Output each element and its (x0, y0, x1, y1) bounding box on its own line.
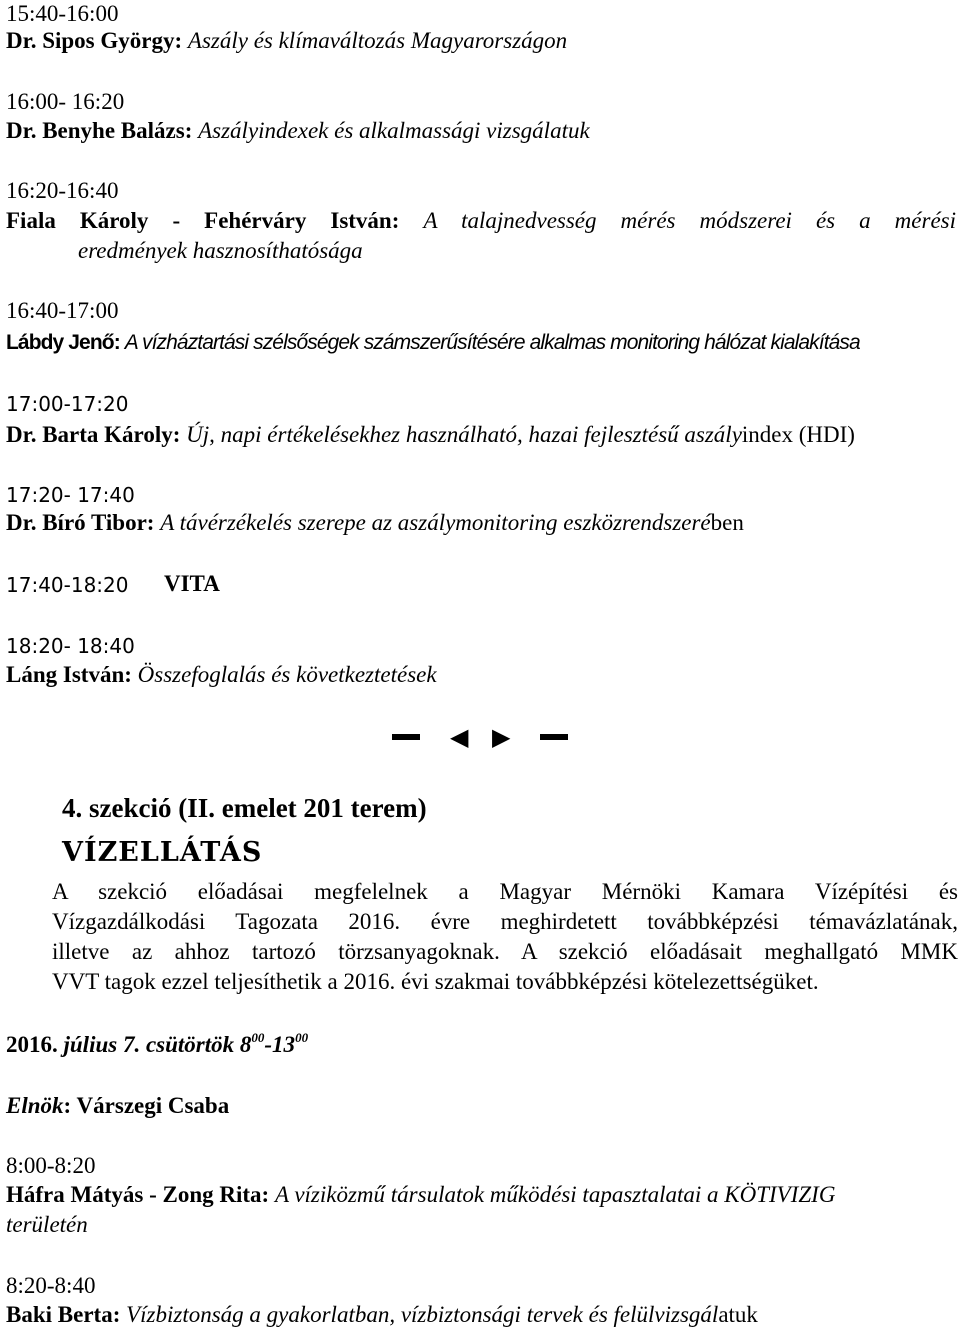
talk-title: Aszály és klímaváltozás Magyarországon (187, 28, 568, 53)
talk-title: Összefoglalás és következtetések (137, 662, 437, 687)
talk-title: A távérzékelés szerepe az aszálymonitoring eszközrendszeré (160, 510, 711, 535)
date-year: 2016. (6, 1032, 58, 1057)
last-page-button[interactable] (540, 734, 568, 740)
section-description-line: Vízgazdálkodási Tagozata 2016. évre meghirdetett továbbképzési témavázlatának, (52, 909, 958, 934)
speaker: Dr. Sipos György: (6, 28, 183, 53)
speaker: Háfra Mátyás - Zong Rita: (6, 1182, 270, 1207)
program-entry (6, 1181, 835, 1209)
talk-title: A talajnedvesség mérés módszerei és a mérési (423, 208, 957, 233)
program-entry (6, 27, 567, 55)
session-date (6, 1031, 308, 1059)
program-entry (6, 421, 855, 449)
section-description-line: VVT tagok ezzel teljesíthetik a 2016. évi szakmai továbbképzési kötelezettségüket. (52, 969, 819, 994)
time-slot: 8:20-8:40 (6, 1273, 96, 1298)
chair-name: Várszegi Csaba (76, 1093, 230, 1118)
talk-title: A víziközmű társulatok működési tapasztalatai a KÖTIVIZIG (274, 1182, 836, 1207)
talk-title-tail: ben (710, 510, 744, 535)
chair-label: Elnök (6, 1093, 64, 1118)
speaker: Dr. Benyhe Balázs: (6, 118, 193, 143)
time-slot: 16:20-16:40 (6, 178, 119, 203)
section-heading: 4. szekció (II. emelet 201 terem) (62, 793, 427, 823)
time-slot: 17:20- 17:40 (6, 483, 135, 507)
program-entry (6, 117, 590, 145)
time-slot: 17:40-18:20 (6, 573, 129, 597)
time-slot: 17:00-17:20 (6, 392, 129, 416)
speaker: Lábdy Jenő: (6, 331, 120, 354)
program-entry (6, 661, 437, 689)
time-slot: 18:20- 18:40 (6, 634, 135, 658)
time-slot: 16:00- 16:20 (6, 89, 125, 114)
talk-title: Vízbiztonság a gyakorlatban, vízbiztonsági tervek és felülvizsgál (126, 1302, 719, 1327)
time-slot: 15:40-16:00 (6, 1, 119, 26)
program-entry (6, 329, 860, 357)
talk-title-continued: eredmények hasznosíthatósága (78, 238, 363, 263)
program-entry (6, 207, 956, 235)
talk-title-tail: index (HDI) (741, 422, 855, 447)
page-navigation (392, 722, 572, 752)
talk-title: A vízháztartási szélsőségek számszerűsítésére alkalmas monitoring hálózat kialakítása (124, 331, 860, 354)
time-slot: 8:00-8:20 (6, 1153, 96, 1178)
section-description-line: illetve az ahhoz tartozó törzsanyagoknak. A szekció előadásait meghallgató MMK (52, 939, 958, 964)
section-description-line: A szekció előadásai megfelelnek a Magyar Mérnöki Kamara Vízépítési és (52, 879, 958, 904)
speaker: Láng István: (6, 662, 132, 687)
triangle-left-icon[interactable]: ◀ (450, 723, 469, 751)
talk-title-tail: atuk (718, 1302, 758, 1327)
session-chair: Elnök: Várszegi Csaba (6, 1093, 230, 1118)
talk-title-continued: területén (6, 1212, 88, 1237)
section-title: VÍZELLÁTÁS (62, 837, 263, 868)
discussion-label: VITA (164, 571, 220, 596)
speaker: Dr. Bíró Tibor: (6, 510, 155, 535)
program-entry (6, 1301, 758, 1329)
talk-title: Aszályindexek és alkalmassági vizsgálatuk (198, 118, 590, 143)
program-entry (6, 509, 744, 537)
speaker: Fiala Károly - Fehérváry István: (6, 208, 400, 233)
speaker: Dr. Barta Károly: (6, 422, 181, 447)
time-slot: 16:40-17:00 (6, 298, 119, 323)
speaker: Baki Berta: (6, 1302, 121, 1327)
talk-title: Új, napi értékelésekhez használható, hazai fejlesztésű aszály (186, 422, 742, 447)
first-page-button[interactable] (392, 734, 420, 740)
triangle-right-icon[interactable]: ▶ (492, 723, 511, 751)
date-day: július 7. csütörtök $8^{00}-13^{00}$ (63, 1030, 309, 1057)
